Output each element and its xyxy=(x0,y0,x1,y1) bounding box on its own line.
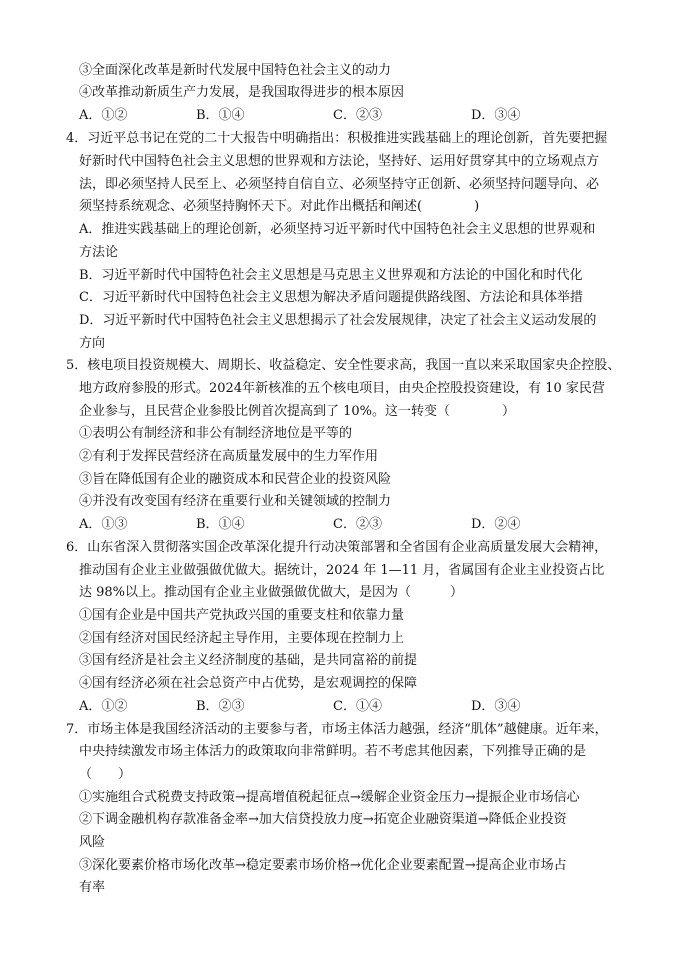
q5-statement-4: ④并没有改变国有经济在重要行业和关键领域的控制力 xyxy=(79,494,392,509)
q6-stem-line-3: 达 98%以上。推动国有企业主业做强做优做大，是因为（ ） xyxy=(79,585,464,600)
q5-option-b: B．①④ xyxy=(196,517,245,532)
q5-stem-line-3: 企业参与，且民营企业参股比例首次提高到了 10%。这一转变（ ） xyxy=(79,404,516,419)
q5-stem-line-2: 地方政府参股的形式。2024年新核准的五个核电项目，由央企控股投资建设，有 10 家民营 xyxy=(79,381,605,396)
q3-options xyxy=(79,106,599,126)
q4-option-a: A．推进实践基础上的理论创新，必须坚持习近平新时代中国特色社会主义思想的世界观和 xyxy=(79,222,596,237)
q5-statement-1: ①表明公有制经济和非公有制经济地位是平等的 xyxy=(79,426,353,441)
q5-option-a: A．①③ xyxy=(79,517,128,532)
q7-stem-line-3: （ ） xyxy=(79,767,132,782)
q4-option-b: B．习近平新时代中国特色社会主义思想是马克思主义世界观和方法论的中国化和时代化 xyxy=(79,268,583,283)
q6-statement-3: ③国有经济是社会主义经济制度的基础，是共同富裕的前提 xyxy=(79,653,418,668)
q3-option-d: D．③④ xyxy=(471,108,521,123)
q5-statement-3: ③旨在降低国有企业的融资成本和民营企业的投资风险 xyxy=(79,472,392,487)
q6-options xyxy=(79,697,599,717)
q5-statement-2: ②有利于发挥民营经济在高质量发展中的生力军作用 xyxy=(79,449,379,464)
q7-statement-3-cont: 有率 xyxy=(79,880,106,895)
q4-stem-line-1: 4．习近平总书记在党的二十大报告中明确指出：积极推进实践基础上的理论创新，首先要把握 xyxy=(66,131,608,146)
q7-stem-line-1: 7．市场主体是我国经济活动的主要参与者，市场主体活力越强，经济“肌体”越健康。近年来， xyxy=(66,722,608,737)
q6-option-a: A．①② xyxy=(79,699,128,714)
q6-option-b: B．②③ xyxy=(196,699,245,714)
q4-option-d: D．习近平新时代中国特色社会主义思想揭示了社会发展规律，决定了社会主义运动发展的 xyxy=(79,313,597,328)
q6-stem-line-1: 6．山东省深入贯彻落实国企改革深化提升行动决策部署和全省国有企业高质量发展大会精神， xyxy=(66,540,608,555)
q6-option-c: C．①④ xyxy=(333,699,382,714)
q5-options xyxy=(79,515,599,535)
q7-statement-1: ①实施组合式税费支持政策→提高增值税起征点→缓解企业资金压力→提振企业市场信心 xyxy=(79,790,580,805)
q4-option-c: C．习近平新时代中国特色社会主义思想为解决矛盾问题提供路线图、方法论和具体举措 xyxy=(79,290,583,305)
q7-statement-2: ②下调金融机构存款准备金率→加大信贷投放力度→拓宽企业融资渠道→降低企业投资 xyxy=(79,812,567,827)
q7-statement-3: ③深化要素价格市场化改革→稳定要素市场价格→优化企业要素配置→提高企业市场占 xyxy=(79,858,567,873)
q6-stem-line-2: 推动国有企业主业做强做优做大。据统计，2024 年 1—11 月，省属国有企业主业投资占比 xyxy=(79,563,605,578)
q6-statement-1: ①国有企业是中国共产党执政兴国的重要支柱和依靠力量 xyxy=(79,608,405,623)
q6-statement-4: ④国有经济必须在社会总资产中占优势，是宏观调控的保障 xyxy=(79,676,418,691)
q4-stem-line-4: 须坚持系统观念、必须坚持胸怀天下。对此作出概括和阐述( ) xyxy=(79,199,480,214)
q7-stem-line-2: 中央持续激发市场主体活力的政策取向非常鲜明。若不考虑其他因素，下列推导正确的是 xyxy=(79,744,587,759)
q5-stem-line-1: 5．核电项目投资规模大、周期长、收益稳定、安全性要求高，我国一直以来采取国家央企控股、 xyxy=(66,358,621,373)
q4-stem-line-3: 法，即必须坚持人民至上、必须坚持自信自立、必须坚持守正创新、必须坚持问题导向、必 xyxy=(79,177,600,192)
q4-option-a-cont: 方法论 xyxy=(79,245,119,260)
q4-option-d-cont: 方向 xyxy=(79,336,106,351)
q3-option-b: B．①④ xyxy=(196,108,245,123)
q5-option-d: D．②④ xyxy=(471,517,521,532)
q5-option-c: C．②③ xyxy=(333,517,382,532)
q6-option-d: D．③④ xyxy=(471,699,521,714)
q6-statement-2: ②国有经济对国民经济起主导作用，主要体现在控制力上 xyxy=(79,631,405,646)
q7-statement-2-cont: 风险 xyxy=(79,835,106,850)
q3-option-c: C．②③ xyxy=(333,108,382,123)
q3-statement-4: ④改革推动新质生产力发展，是我国取得进步的根本原因 xyxy=(79,85,405,100)
q4-stem-line-2: 好新时代中国特色社会主义思想的世界观和方法论，坚持好、运用好贯穿其中的立场观点方 xyxy=(79,154,600,169)
q3-statement-3: ③全面深化改革是新时代发展中国特色社会主义的动力 xyxy=(79,63,392,78)
q3-option-a: A．①② xyxy=(79,108,128,123)
